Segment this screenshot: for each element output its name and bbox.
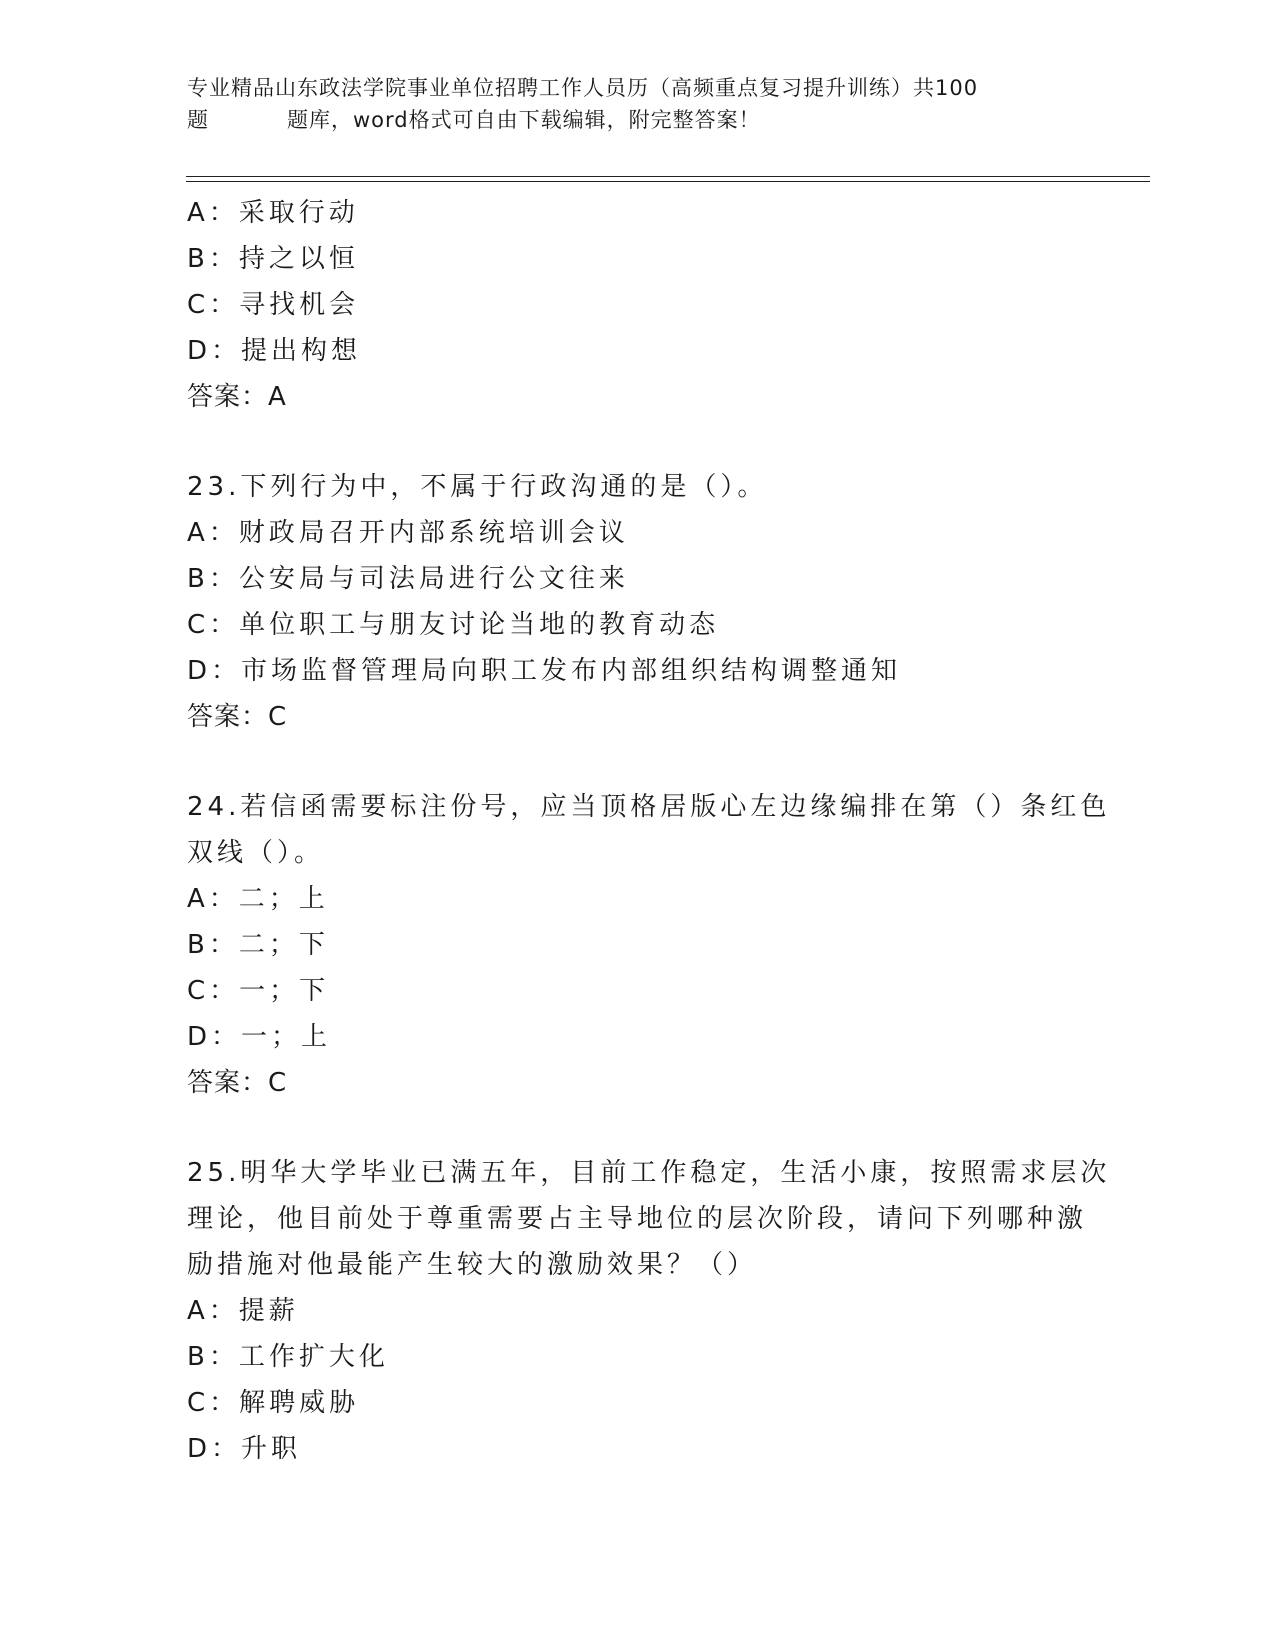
question-24 bbox=[187, 784, 1111, 1106]
question-23 bbox=[187, 464, 1087, 740]
question-list bbox=[187, 190, 1111, 1472]
option-d: D：一；上 bbox=[187, 1022, 332, 1052]
answer: 答案：C bbox=[187, 1068, 288, 1098]
option-b: B：工作扩大化 bbox=[187, 1342, 389, 1372]
question-stem: 25.明华大学毕业已满五年，目前工作稳定，生活小康，按照需求层次 bbox=[187, 1158, 1111, 1188]
document-header bbox=[187, 72, 1087, 136]
option-b: B：持之以恒 bbox=[187, 244, 359, 274]
answer: 答案：C bbox=[187, 702, 288, 732]
header-rule-top bbox=[186, 176, 1150, 177]
question-25 bbox=[187, 1150, 1111, 1472]
question-stem: 23.下列行为中，不属于行政沟通的是（）。 bbox=[187, 472, 768, 502]
option-a: A：财政局召开内部系统培训会议 bbox=[187, 518, 629, 548]
option-a: A：采取行动 bbox=[187, 198, 359, 228]
header-line-2-start: 题 bbox=[187, 108, 209, 132]
option-c: C：单位职工与朋友讨论当地的教育动态 bbox=[187, 610, 720, 640]
question-22-tail bbox=[187, 190, 1087, 420]
option-b: B：二；下 bbox=[187, 930, 329, 960]
question-stem-cont: 双线（）。 bbox=[187, 838, 325, 868]
question-stem: 24.若信函需要标注份号，应当顶格居版心左边缘编排在第（）条红色 bbox=[187, 792, 1111, 822]
option-c: C：寻找机会 bbox=[187, 290, 360, 320]
option-a: A：二；上 bbox=[187, 884, 329, 914]
header-line-2 bbox=[187, 104, 1087, 136]
option-a: A：提薪 bbox=[187, 1296, 299, 1326]
option-d: D：提出构想 bbox=[187, 336, 362, 366]
option-c: C：解聘威胁 bbox=[187, 1388, 360, 1418]
question-stem-cont: 理论，他目前处于尊重需要占主导地位的层次阶段，请问下列哪种激 bbox=[187, 1204, 1088, 1234]
option-c: C：一；下 bbox=[187, 976, 330, 1006]
header-line-1: 专业精品山东政法学院事业单位招聘工作人员历（高频重点复习提升训练）共100 bbox=[187, 76, 979, 100]
answer: 答案：A bbox=[187, 382, 287, 412]
header-rule-bottom bbox=[186, 181, 1150, 182]
question-stem-cont: 励措施对他最能产生较大的激励效果？（） bbox=[187, 1250, 758, 1280]
option-d: D：升职 bbox=[187, 1434, 302, 1464]
header-line-2-rest: 题库，word格式可自由下载编辑，附完整答案！ bbox=[287, 108, 761, 132]
option-b: B：公安局与司法局进行公文往来 bbox=[187, 564, 629, 594]
option-d: D：市场监督管理局向职工发布内部组织结构调整通知 bbox=[187, 656, 902, 686]
